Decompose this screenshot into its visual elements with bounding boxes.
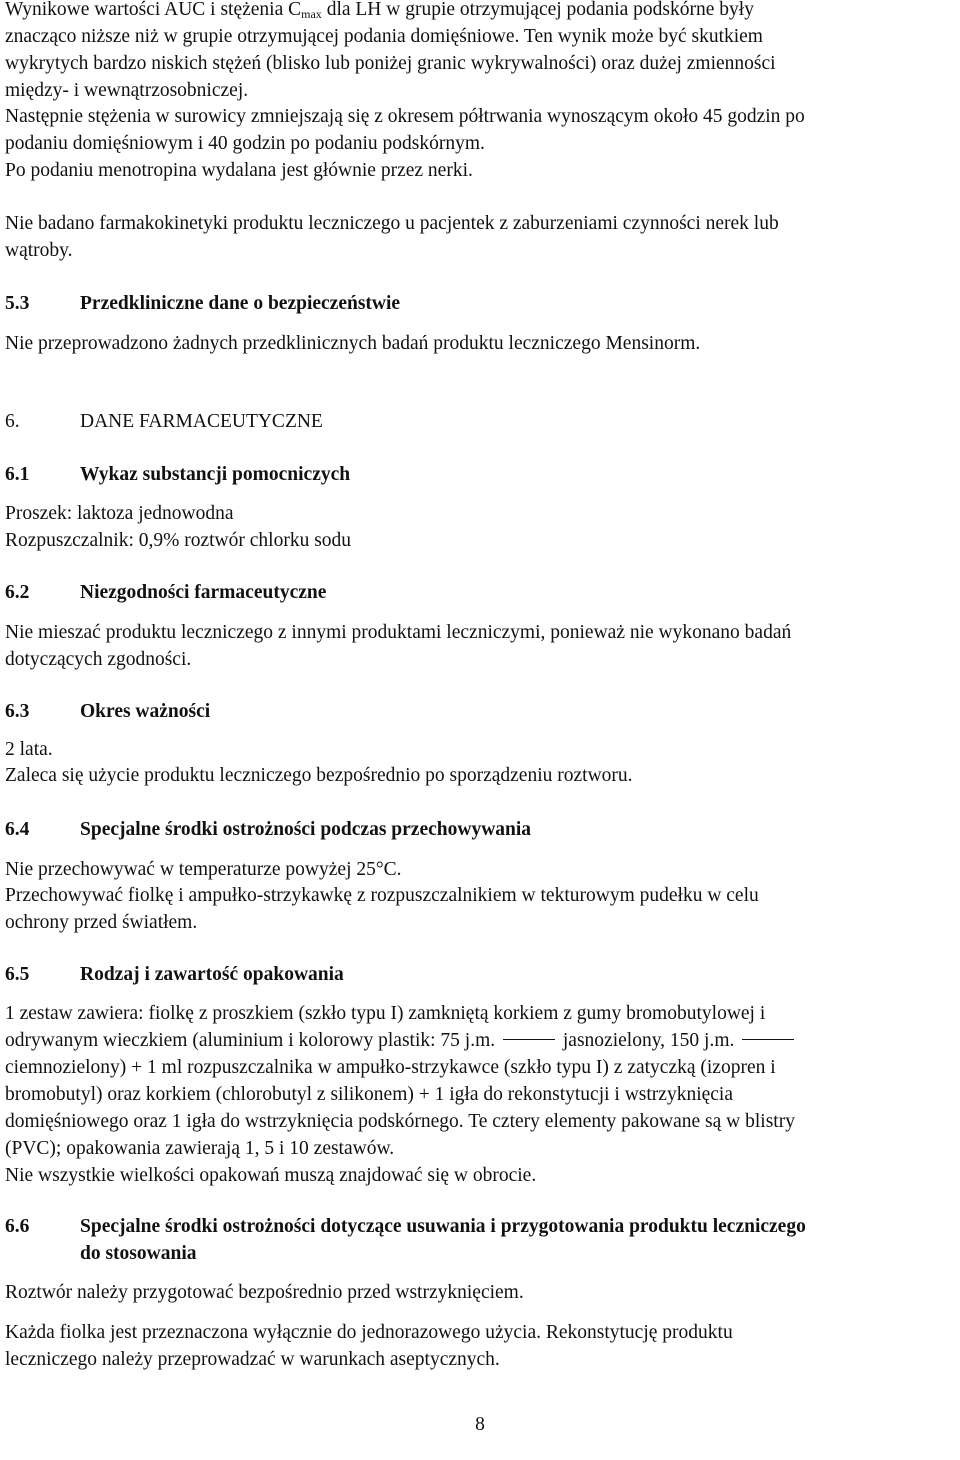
body-line: podaniu domięśniowym i 40 godzin po podaniu podskórnym.: [5, 133, 485, 154]
body-line: leczniczego należy przeprowadzać w warunkach aseptycznych.: [5, 1349, 500, 1370]
section-number: 6.5: [5, 964, 30, 985]
body-line: bromobutyl) oraz korkiem (chlorobutyl z silikonem) + 1 igła do rekonstytucji i wstrzyknięcia: [5, 1084, 733, 1105]
body-line: Następnie stężenia w surowicy zmniejszają się z okresem półtrwania wynoszącym około 45 godzin po: [5, 106, 805, 127]
section-title: Wykaz substancji pomocniczych: [80, 464, 351, 485]
section-number: 5.3: [5, 293, 30, 314]
body-line: Każda fiolka jest przeznaczona wyłącznie do jednorazowego użycia. Rekonstytucję produktu: [5, 1322, 733, 1343]
section-title: DANE FARMACEUTYCZNE: [80, 411, 323, 432]
em-dash: [742, 1039, 794, 1040]
body-line: Nie mieszać produktu leczniczego z innymi produktami leczniczymi, ponieważ nie wykonano badań: [5, 622, 792, 643]
body-line: Nie badano farmakokinetyki produktu leczniczego u pacjentek z zaburzeniami czynności nerek lub: [5, 213, 779, 234]
body-line: odrywanym wieczkiem (aluminium i kolorowy plastik: 75 j.m. jasnozielony, 150 j.m.: [5, 1028, 797, 1055]
body-line: 2 lata.: [5, 739, 53, 760]
body-line: ciemnozielony) + 1 ml rozpuszczalnika w ampułko-strzykawce (szkło typu I) z zatyczką (izopren i: [5, 1057, 776, 1078]
body-line: znacząco niższe niż w grupie otrzymującej podania domięśniowe. Ten wynik może być skutkiem: [5, 26, 763, 47]
body-line: Proszek: laktoza jednowodna: [5, 503, 234, 524]
body-line: między- i wewnątrzosobniczej.: [5, 80, 249, 101]
body-line: Wynikowe wartości AUC i stężenia $C_{max}$ dla LH w grupie otrzymującej podania podskórne były: [5, 0, 754, 21]
body-line: wykrytych bardzo niskich stężeń (blisko lub poniżej granic wykrywalności) oraz dużej zmienności: [5, 53, 776, 74]
section-title: Specjalne środki ostrożności podczas przechowywania: [80, 819, 532, 840]
section-number: 6.4: [5, 819, 30, 840]
body-line: dotyczących zgodności.: [5, 649, 192, 670]
section-number: 6.3: [5, 701, 30, 722]
section-number: 6.1: [5, 464, 30, 485]
section-title: Specjalne środki ostrożności dotyczące usuwania i przygotowania produktu leczniczego: [80, 1216, 806, 1237]
section-number: 6.2: [5, 582, 30, 603]
section-title: Rodzaj i zawartość opakowania: [80, 964, 344, 985]
em-dash: [503, 1039, 555, 1040]
body-line: Po podaniu menotropina wydalana jest głównie przez nerki.: [5, 160, 473, 181]
body-line: Przechowywać fiolkę i ampułko-strzykawkę z rozpuszczalnikiem w tekturowym pudełku w celu: [5, 885, 759, 906]
page-number: 8: [475, 1414, 485, 1435]
section-number: 6.: [5, 411, 20, 432]
section-title: Niezgodności farmaceutyczne: [80, 582, 327, 603]
section-title: Okres ważności: [80, 701, 211, 722]
body-line: wątroby.: [5, 240, 73, 261]
body-line: Nie wszystkie wielkości opakowań muszą znajdować się w obrocie.: [5, 1165, 537, 1186]
body-line: Rozpuszczalnik: 0,9% roztwór chlorku sodu: [5, 530, 352, 551]
section-number: 6.6: [5, 1216, 30, 1237]
body-line: Nie przechowywać w temperaturze powyżej 25°C.: [5, 859, 402, 880]
body-line: ochrony przed światłem.: [5, 912, 198, 933]
section-title: Przedkliniczne dane o bezpieczeństwie: [80, 293, 401, 314]
body-line: 1 zestaw zawiera: fiolkę z proszkiem (szkło typu I) zamkniętą korkiem z gumy bromobutylowej i: [5, 1003, 766, 1024]
body-line: Roztwór należy przygotować bezpośrednio przed wstrzyknięciem.: [5, 1282, 524, 1303]
section-title-continued: do stosowania: [80, 1243, 197, 1264]
body-line: (PVC); opakowania zawierają 1, 5 i 10 zestawów.: [5, 1138, 395, 1159]
body-line: Zaleca się użycie produktu leczniczego bezpośrednio po sporządzeniu roztworu.: [5, 765, 633, 786]
body-line: domięśniowego oraz 1 igła do wstrzyknięcia podskórnego. Te cztery elementy pakowane są w blistry: [5, 1111, 795, 1132]
body-line: Nie przeprowadzono żadnych przedklinicznych badań produktu leczniczego Mensinorm.: [5, 333, 701, 354]
